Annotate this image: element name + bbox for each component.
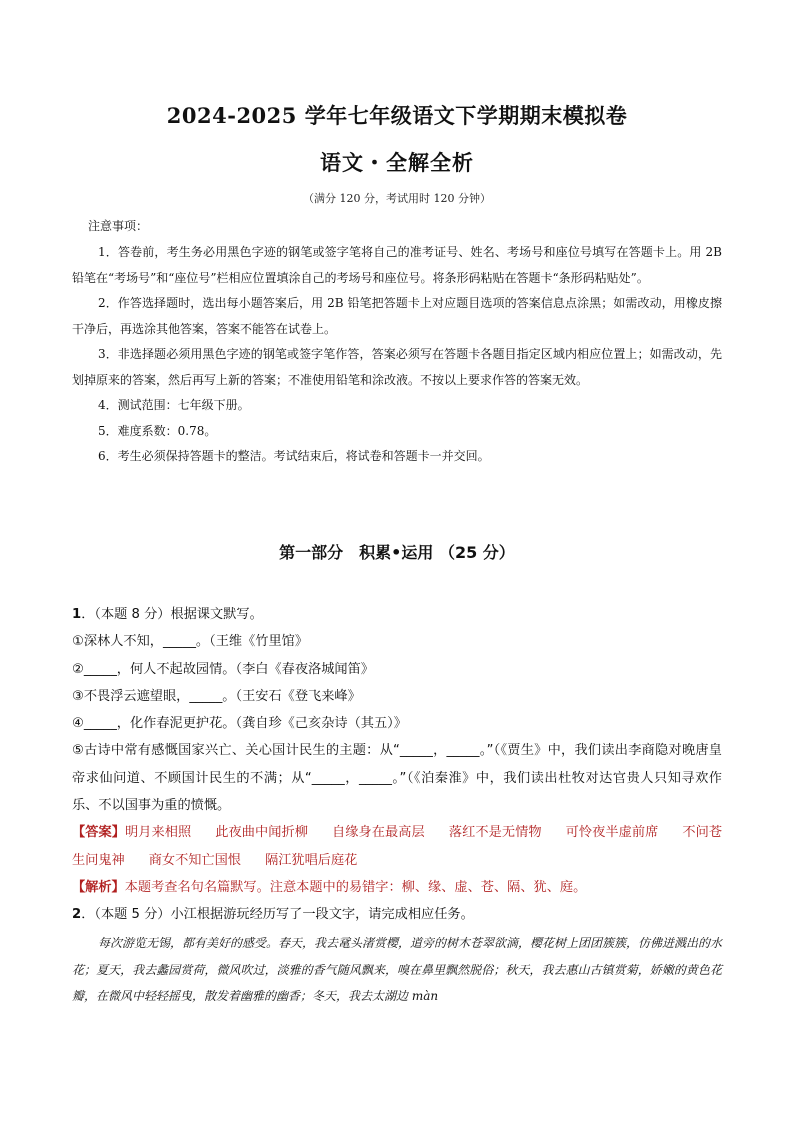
answer-item: 隔江犹唱后庭花	[265, 852, 358, 868]
recite-line: ③不畏浮云遮望眼，_____。（王安石《登飞来峰》	[72, 688, 361, 704]
recite-line: ⑤古诗中常有感慨国家兴亡、关心国计民生的主题：从“_____，_____。”（《贾生》中，我们读出李商隐对晚唐皇帝求仙问道、不顾国计民生的不满；从“_____，_____。”（《泊秦淮》中，我们读出杜牧对达官贵人只知寻欢作乐、不以国事为重的愤慨。	[72, 743, 722, 814]
answer-item: 落红不是无情物	[448, 825, 542, 841]
answer-item: 自缘身在最高层	[332, 825, 425, 841]
answer-item: 商女不知亡国恨	[148, 852, 242, 868]
note-item: 5．难度系数：0.78。	[98, 423, 217, 438]
reading-passage: 每次游览无锡，都有美好的感受。春天，我去鼋头渚赏樱，道旁的树木苍翠欲滴，樱花树上团团簇簇，仿佛迸溅出的水花；夏天，我去蠡园赏荷，微风吹过，淡雅的香气随风飘来，嗅在鼻里飘然脱俗；秋天，我去惠山古镇赏菊，娇嫩的黄色花瓣，在微风中轻轻摇曳，散发着幽雅的幽香；冬天，我去太湖边 màn	[72, 936, 723, 1003]
exam-meta: （满分 120 分，考试用时 120 分钟）	[303, 192, 491, 205]
answer-item: 此夜曲中闻折柳	[215, 825, 309, 841]
question-2-stem	[72, 901, 722, 928]
answer-item: 不问苍生问鬼神	[72, 825, 723, 868]
analysis-line	[72, 874, 722, 901]
analysis-label: 【解析】	[72, 879, 125, 895]
answer-item: 明月来相照	[125, 825, 192, 841]
note-item: 4．测试范围：七年级下册。	[98, 398, 250, 412]
note-item: 3．非选择题必须用黑色字迹的钢笔或签字笔作答，答案必须写在答题卡各题目指定区域内相应位置上；如需改动，先划掉原来的答案，然后再写上新的答案；不准使用铅笔和涂改液。不按以上要求作答的答案无效。	[72, 347, 722, 387]
question-1-stem	[72, 601, 722, 628]
note-item: 6．考生必须保持答题卡的整洁。考试结束后，将试卷和答题卡一并交回。	[98, 449, 490, 463]
answer-label: 【答案】	[72, 825, 126, 841]
question-block	[72, 601, 722, 929]
question-stem: ．（本题 8 分）根据课文默写。	[81, 607, 263, 622]
answer-item: 可怜夜半虚前席	[565, 825, 659, 841]
notes-list	[72, 240, 722, 470]
question-number: 2	[72, 907, 82, 923]
note-item: 1．答卷前，考生务必用黑色字迹的钢笔或签字笔将自己的准考证号、姓名、考场号和座位号填写在答题卡上。用 2B 铅笔在“考场号”和“座位号”栏相应位置填涂自己的考场号和座位号。将条形码粘贴在答题卡“条形码粘贴处”。	[72, 245, 722, 285]
question-number: 1	[72, 607, 82, 622]
question-stem: ．（本题 5 分）小江根据游玩经历写了一段文字，请完成相应任务。	[81, 907, 474, 923]
notes-heading: 注意事项：	[88, 219, 149, 233]
recite-line: ④_____，化作春泥更护花。（龚自珍《己亥杂诗（其五）》	[72, 716, 407, 732]
page-title: 2024-2025 学年七年级语文下学期期末模拟卷	[166, 103, 628, 128]
recite-line: ①深林人不知，_____。（王维《竹里馆》	[72, 634, 309, 650]
recite-line: ②_____，何人不起故园情。（李白《春夜洛城闻笛》	[72, 661, 374, 677]
page-subtitle: 语文・全解全析	[320, 150, 474, 175]
section-heading: 第一部分 积累•运用 （25 分）	[279, 543, 515, 562]
note-item: 2．作答选择题时，选出每小题答案后，用 2B 铅笔把答题卡上对应题目选项的答案信息点涂黑；如需改动，用橡皮擦干净后，再选涂其他答案，答案不能答在试卷上。	[72, 296, 722, 336]
answer-line	[72, 819, 722, 874]
analysis-text: 本题考查名句名篇默写。注意本题中的易错字：柳、缘、虚、苍、隔、犹、庭。	[124, 879, 587, 895]
